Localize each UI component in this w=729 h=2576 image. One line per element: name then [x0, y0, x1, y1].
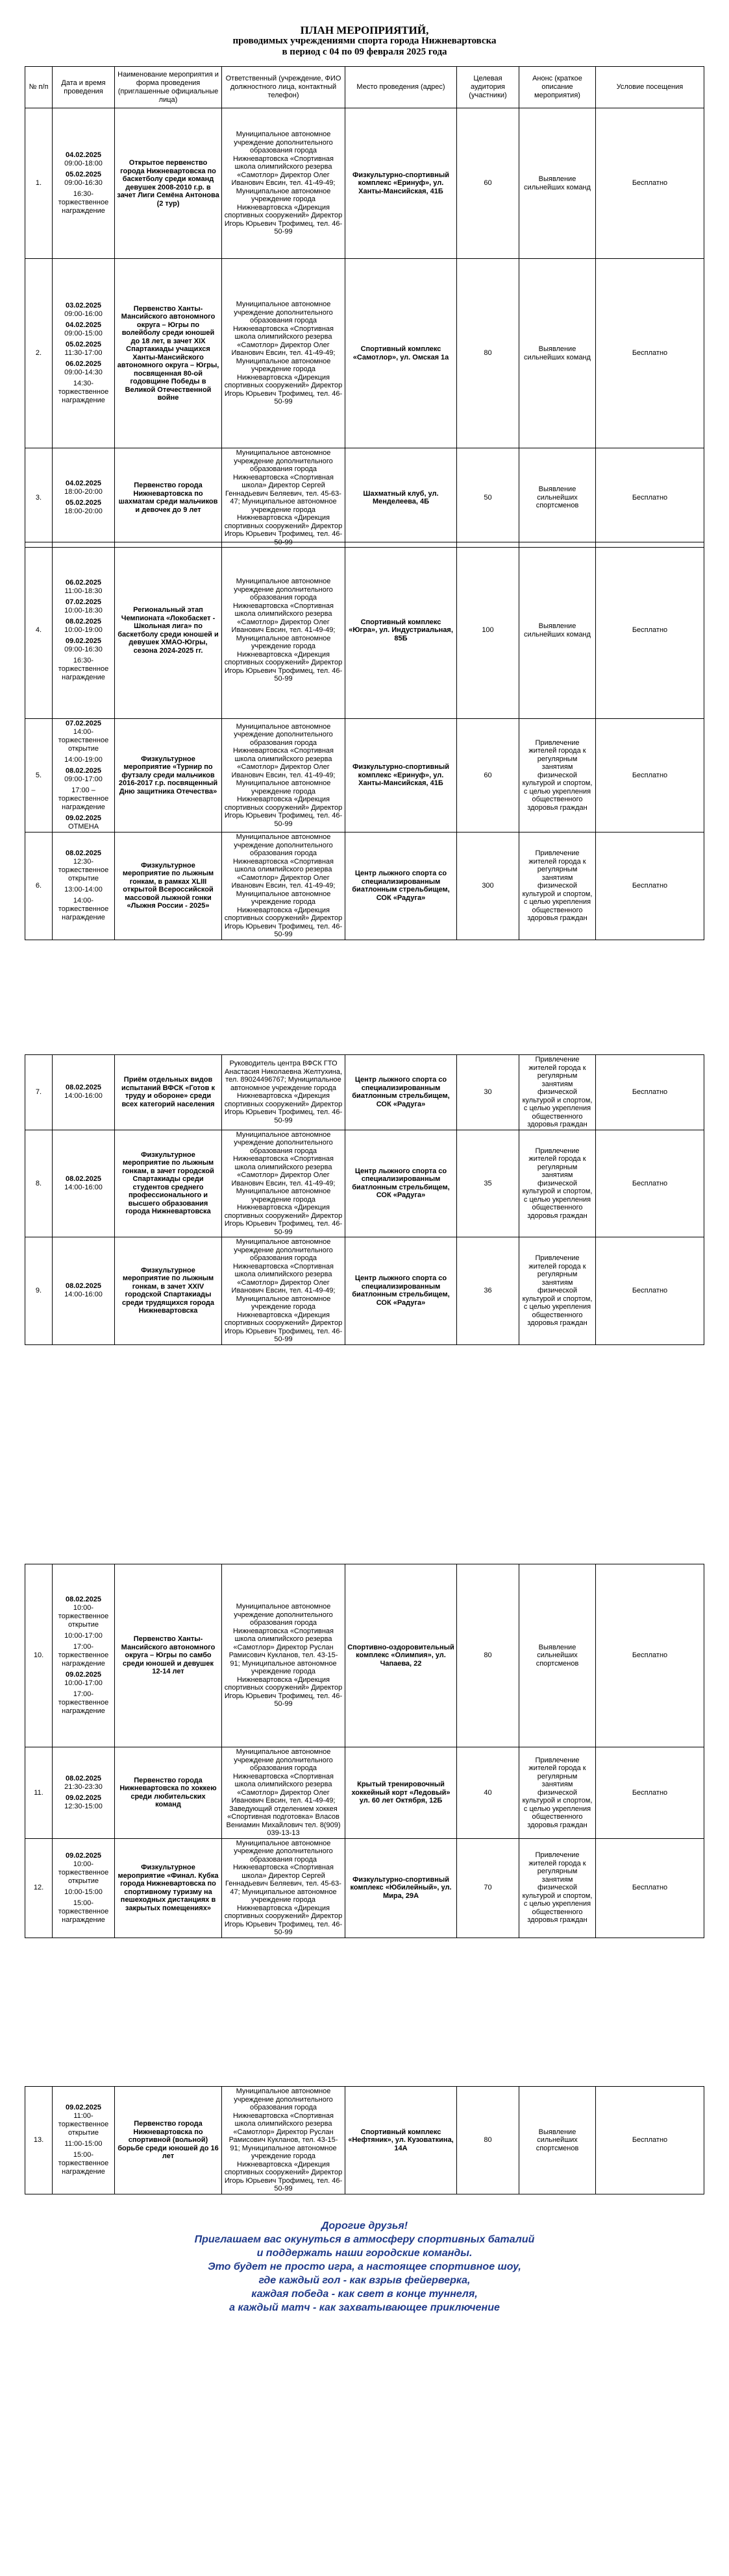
event-anons: Привлечение жителей города к регулярным занятиям физической культурой и спортом, с целью укрепления общественного здоровья граждан	[519, 1130, 596, 1237]
event-time: 10:00- торжественное открытие	[58, 1860, 109, 1885]
column-header-place: Место проведения (адрес)	[345, 67, 457, 108]
organizer-info: Муниципальное автономное учреждение дополнительного образования города Нижневартовска «Спортивная школа олимпийского резерва «Самотлор» Директор Руслан Рамисович Кукланов, тел. 43-15-91; Муниципальное автономное учреждение города Нижневартовска «Дирекция спортивных сооружений» Директор Игорь Юрьевич Трофимец, тел. 46-50-99	[222, 1564, 345, 1747]
event-name: Первенство Ханты-Мансийского автономного округа – Югры по самбо среди юношей и девушек 12-14 лет	[115, 1564, 222, 1747]
audience-count: 80	[457, 2087, 519, 2194]
organizer-info: Муниципальное автономное учреждение дополнительного образования города Нижневартовска «Спортивная школа олимпийского резерва «Самотлор» Директор Олег Иванович Евсин, тел. 41-49-49; Муниципальное автономное учреждение города Нижневартовска «Дирекция спортивных сооружений» Директор Игорь Юрьевич Трофимец, тел. 46-50-99	[222, 542, 345, 719]
event-time: ОТМЕНА	[68, 823, 99, 831]
event-place: Спортивный комплекс «Югра», ул. Индустриальная, 85Б	[345, 542, 457, 719]
visit-condition: Бесплатно	[596, 1838, 704, 1938]
event-time: 14:00-16:00	[64, 1291, 103, 1299]
date-time-cell	[53, 1237, 115, 1345]
organizer-info: Муниципальное автономное учреждение дополнительного образования города Нижневартовска «Спортивная школа олимпийского резерва «Самотлор» Директор Руслан Рамисович Кукланов, тел. 43-15-91; Муниципальное автономное учреждение города Нижневартовска «Дирекция спортивных сооружений» Директор Игорь Юрьевич Трофимец, тел. 46-50-99	[222, 2087, 345, 2194]
column-header-anons: Анонс (краткое описание мероприятия)	[519, 67, 596, 108]
organizer-info: Руководитель центра ВФСК ГТО Анастасия Николаевна Желтухина, тел. 89024496767; Муниципальное автономное учреждение города Нижневартовска «Дирекция спортивных сооружений» Директор Игорь Юрьевич Трофимец, тел. 46-50-99	[222, 1055, 345, 1130]
event-place: Центр лыжного спорта со специализированным биатлонным стрельбищем, СОК «Радуга»	[345, 1237, 457, 1345]
event-date: 08.02.2025	[65, 1774, 102, 1782]
events-table-page	[25, 66, 704, 548]
event-time: 10:00-17:00	[64, 1679, 103, 1687]
date-time-cell	[53, 1130, 115, 1237]
event-date: 05.02.2025	[65, 499, 102, 507]
event-time: 13:00-14:00	[64, 886, 103, 894]
event-anons: Привлечение жителей города к регулярным занятиям физической культурой и спортом, с целью укрепления общественного здоровья граждан	[519, 1237, 596, 1345]
event-time: 15:00- торжественное награждение	[58, 1899, 109, 1924]
invitation-line: Это будет не просто игра, а настоящее спортивное шоу,	[208, 2261, 521, 2272]
row-number: 12.	[25, 1838, 53, 1938]
invitation-line: Приглашаем вас окунуться в атмосферу спортивных баталий	[194, 2234, 535, 2245]
table-row	[25, 1747, 704, 1839]
events-table-page	[25, 1564, 704, 1938]
event-time: 17:00 – торжественное награждение	[58, 786, 109, 811]
event-time: 17:00- торжественное награждение	[58, 1690, 109, 1715]
event-anons: Выявление сильнейших команд	[519, 542, 596, 719]
events-table-page	[25, 1054, 704, 1345]
event-name: Региональный этап Чемпионата «Локобаскет - Школьная лига» по баскетболу среди юношей и девушек ХМАО-Югры, сезона 2024-2025 гг.	[115, 542, 222, 719]
event-place: Спортивно-оздоровительный комплекс «Олимпия», ул. Чапаева, 22	[345, 1564, 457, 1747]
event-anons: Выявление сильнейших спортсменов	[519, 2087, 596, 2194]
date-time-cell	[53, 1055, 115, 1130]
event-time: 18:00-20:00	[64, 488, 103, 496]
table-row	[25, 108, 704, 259]
table-row	[25, 1237, 704, 1345]
event-date: 08.02.2025	[65, 767, 102, 775]
event-name: Первенство города Нижневартовска по шахматам среди мальчиков и девочек до 9 лет	[115, 448, 222, 548]
visit-condition: Бесплатно	[596, 1237, 704, 1345]
event-date: 08.02.2025	[65, 1084, 102, 1092]
event-date: 08.02.2025	[65, 1596, 102, 1603]
row-number: 5.	[25, 719, 53, 832]
table-row	[25, 1564, 704, 1747]
event-name: Физкультурное мероприятие «Турнир по футзалу среди мальчиков 2016-2017 г.р. посвященный Дню защитника Отечества»	[115, 719, 222, 832]
table-row	[25, 832, 704, 940]
audience-count: 35	[457, 1130, 519, 1237]
event-time: 10:00- торжественное открытие	[58, 1604, 109, 1629]
visit-condition: Бесплатно	[596, 1564, 704, 1747]
event-date: 07.02.2025	[65, 720, 102, 727]
event-time: 09:00-16:00	[64, 310, 103, 318]
organizer-info: Муниципальное автономное учреждение дополнительного образования города Нижневартовска «Спортивная школа» Директор Сергей Геннадьевич Беляевич, тел. 45-63-47; Муниципальное автономное учреждение города Нижневартовска «Дирекция спортивных сооружений» Директор Игорь Юрьевич Трофимец, тел. 46-50-99	[222, 1838, 345, 1938]
row-number: 13.	[25, 2087, 53, 2194]
event-name: Открытое первенство города Нижневартовска по баскетболу среди команд девушек 2008-2010 г.р. в зачет Лиги Семёна Антонова (2 тур)	[115, 108, 222, 259]
event-name: Первенство Ханты-Мансийского автономного округа – Югры по волейболу среди юношей до 18 лет, в зачет XIX Спартакиады учащихся Ханты-Мансийского автономного округа – Югры, посвященная 80-ой годовщине Победы в Великой Отечественной войне	[115, 259, 222, 448]
visit-condition: Бесплатно	[596, 108, 704, 259]
organizer-info: Муниципальное автономное учреждение дополнительного образования города Нижневартовска «Спортивная школа олимпийского резерва «Самотлор» Директор Олег Иванович Евсин, тел. 41-49-49; Муниципальное автономное учреждение города Нижневартовска «Дирекция спортивных сооружений» Директор Игорь Юрьевич Трофимец, тел. 46-50-99	[222, 108, 345, 259]
event-time: 16:30- торжественное награждение	[58, 657, 109, 681]
row-number: 3.	[25, 448, 53, 548]
column-header-conditions: Условие посещения	[596, 67, 704, 108]
events-table-page	[25, 2086, 704, 2194]
audience-count: 80	[457, 259, 519, 448]
visit-condition: Бесплатно	[596, 448, 704, 548]
event-date: 05.02.2025	[65, 171, 102, 178]
event-date: 04.02.2025	[65, 321, 102, 329]
table-header-row	[25, 67, 704, 108]
event-date: 08.02.2025	[65, 1174, 102, 1183]
event-anons: Выявление сильнейших команд	[519, 108, 596, 259]
visit-condition: Бесплатно	[596, 2087, 704, 2194]
event-place: Спортивный комплекс «Самотлор», ул. Омская 1а	[345, 259, 457, 448]
table-row	[25, 259, 704, 448]
invitation-line: и поддержать наши городские команды.	[256, 2248, 473, 2259]
event-time: 10:00-19:00	[64, 626, 103, 634]
event-time: 09:00-16:30	[64, 646, 103, 653]
event-date: 08.02.2025	[65, 1282, 102, 1291]
document-title	[0, 25, 729, 58]
row-number: 4.	[25, 542, 53, 719]
date-time-cell	[53, 719, 115, 832]
column-header-audience: Целевая аудитория (участники)	[457, 67, 519, 108]
event-time: 11:30-17:00	[64, 349, 103, 357]
event-date: 09.02.2025	[65, 814, 102, 822]
event-time: 15:00- торжественное награждение	[58, 2151, 109, 2176]
event-time: 09:00-18:00	[64, 160, 103, 167]
event-time: 12:30-15:00	[64, 1802, 103, 1810]
event-date: 04.02.2025	[65, 151, 102, 159]
event-date: 07.02.2025	[65, 598, 102, 606]
event-date: 09.02.2025	[65, 1671, 102, 1679]
visit-condition: Бесплатно	[596, 832, 704, 940]
event-time: 14:00-19:00	[64, 756, 103, 764]
date-time-cell	[53, 108, 115, 259]
event-time: 16:30- торжественное награждение	[58, 190, 109, 215]
date-time-cell	[53, 1564, 115, 1747]
event-date: 09.02.2025	[65, 1793, 102, 1802]
event-place: Центр лыжного спорта со специализированным биатлонным стрельбищем, СОК «Радуга»	[345, 1055, 457, 1130]
visit-condition: Бесплатно	[596, 259, 704, 448]
event-place: Спортивный комплекс «Нефтяник», ул. Кузоваткина, 14А	[345, 2087, 457, 2194]
row-number: 8.	[25, 1130, 53, 1237]
organizer-info: Муниципальное автономное учреждение дополнительного образования города Нижневартовска «Спортивная школа» Директор Сергей Геннадьевич Беляевич, тел. 45-63-47; Муниципальное автономное учреждение города Нижневартовска «Дирекция спортивных сооружений» Директор Игорь Юрьевич Трофимец, тел. 46-50-99	[222, 448, 345, 548]
event-anons: Привлечение жителей города к регулярным занятиям физической культурой и спортом, с целью укрепления общественного здоровья граждан	[519, 719, 596, 832]
organizer-info: Муниципальное автономное учреждение дополнительного образования города Нижневартовска «Спортивная школа олимпийского резерва «Самотлор» Директор Олег Иванович Евсин, тел. 41-49-49; Муниципальное автономное учреждение города Нижневартовска «Дирекция спортивных сооружений» Директор Игорь Юрьевич Трофимец, тел. 46-50-99	[222, 1130, 345, 1237]
audience-count: 60	[457, 719, 519, 832]
column-header-org: Ответственный (учреждение, ФИО должностного лица, контактный телефон)	[222, 67, 345, 108]
organizer-info: Муниципальное автономное учреждение дополнительного образования города Нижневартовска «Спортивная школа олимпийского резерва «Самотлор» Директор Олег Иванович Евсин, тел. 41-49-49; Заведующий отделением хоккея «Спортивная подготовка» Власов Вениамин Михайлович тел. 8(909) 039-13-13	[222, 1747, 345, 1839]
column-header-event: Наименование мероприятия и форма проведения (приглашенные официальные лица)	[115, 67, 222, 108]
column-header-date: Дата и время проведения	[53, 67, 115, 108]
event-date: 09.02.2025	[65, 637, 102, 645]
event-time: 12:30- торжественное открытие	[58, 858, 109, 883]
event-time: 11:00-15:00	[64, 2140, 103, 2148]
event-time: 10:00-18:30	[64, 607, 103, 614]
table-row	[25, 1055, 704, 1130]
invitation-line: где каждый гол - как взрыв фейерверка,	[258, 2275, 471, 2286]
date-time-cell	[53, 259, 115, 448]
event-anons: Выявление сильнейших команд	[519, 259, 596, 448]
event-time: 09:00-17:00	[64, 775, 103, 783]
event-place: Крытый тренировочный хоккейный корт «Ледовый» ул. 60 лет Октября, 12Б	[345, 1747, 457, 1839]
row-number: 9.	[25, 1237, 53, 1345]
event-place: Центр лыжного спорта со специализированным биатлонным стрельбищем, СОК «Радуга»	[345, 1130, 457, 1237]
column-header-num: № п/п	[25, 67, 53, 108]
event-place: Шахматный клуб, ул. Менделеева, 4Б	[345, 448, 457, 548]
event-name: Физкультурное мероприятие по лыжным гонкам, в зачет XXIV городской Спартакиады среди трудящихся города Нижневартовска	[115, 1237, 222, 1345]
visit-condition: Бесплатно	[596, 1055, 704, 1130]
event-date: 06.02.2025	[65, 579, 102, 587]
audience-count: 40	[457, 1747, 519, 1839]
visit-condition: Бесплатно	[596, 719, 704, 832]
row-number: 2.	[25, 259, 53, 448]
event-time: 21:30-23:30	[64, 1782, 103, 1791]
event-time: 17:00- торжественное награждение	[58, 1643, 109, 1668]
organizer-info: Муниципальное автономное учреждение дополнительного образования города Нижневартовска «Спортивная школа олимпийского резерва «Самотлор» Директор Олег Иванович Евсин, тел. 41-49-49; Муниципальное автономное учреждение города Нижневартовска «Дирекция спортивных сооружений» Директор Игорь Юрьевич Трофимец, тел. 46-50-99	[222, 259, 345, 448]
event-time: 18:00-20:00	[64, 507, 103, 515]
event-date: 03.02.2025	[65, 302, 102, 310]
event-time: 10:00-15:00	[64, 1888, 103, 1896]
row-number: 11.	[25, 1747, 53, 1839]
invitation-line: Дорогие друзья!	[321, 2220, 408, 2231]
event-time: 09:00-16:30	[64, 179, 103, 187]
table-row	[25, 1838, 704, 1938]
table-row	[25, 448, 704, 548]
event-date: 05.02.2025	[65, 341, 102, 348]
date-time-cell	[53, 1838, 115, 1938]
audience-count: 30	[457, 1055, 519, 1130]
organizer-info: Муниципальное автономное учреждение дополнительного образования города Нижневартовска «Спортивная школа олимпийского резерва «Самотлор» Директор Олег Иванович Евсин, тел. 41-49-49; Муниципальное автономное учреждение города Нижневартовска «Дирекция спортивных сооружений» Директор Игорь Юрьевич Трофимец, тел. 46-50-99	[222, 1237, 345, 1345]
events-table-page	[25, 542, 704, 940]
event-place: Центр лыжного спорта со специализированным биатлонным стрельбищем, СОК «Радуга»	[345, 832, 457, 940]
row-number: 7.	[25, 1055, 53, 1130]
event-anons: Выявление сильнейших спортсменов	[519, 448, 596, 548]
event-time: 09:00-14:30	[64, 369, 103, 376]
event-name: Физкультурное мероприятие по лыжным гонкам, в зачет городской Спартакиады среди студентов среднего профессионального и высшего образования города Нижневартовска	[115, 1130, 222, 1237]
date-time-cell	[53, 448, 115, 548]
title-line-2: проводимых учреждениями спорта города Нижневартовска	[232, 36, 497, 46]
event-anons: Привлечение жителей города к регулярным занятиям физической культурой и спортом, с целью укрепления общественного здоровья граждан	[519, 832, 596, 940]
event-place: Физкультурно-спортивный комплекс «Еринуф», ул. Ханты-Мансийская, 41Б	[345, 719, 457, 832]
event-date: 08.02.2025	[65, 849, 102, 858]
event-date: 09.02.2025	[65, 2104, 102, 2112]
title-line-1: ПЛАН МЕРОПРИЯТИЙ,	[300, 24, 429, 36]
audience-count: 36	[457, 1237, 519, 1345]
date-time-cell	[53, 542, 115, 719]
event-time: 14:00- торжественное награждение	[58, 897, 109, 922]
table-row	[25, 719, 704, 832]
title-line-3: в период с 04 по 09 февраля 2025 года	[282, 47, 447, 57]
visit-condition: Бесплатно	[596, 1130, 704, 1237]
organizer-info: Муниципальное автономное учреждение дополнительного образования города Нижневартовска «Спортивная школа олимпийского резерва «Самотлор» Директор Олег Иванович Евсин, тел. 41-49-49; Муниципальное автономное учреждение города Нижневартовска «Дирекция спортивных сооружений» Директор Игорь Юрьевич Трофимец, тел. 46-50-99	[222, 719, 345, 832]
date-time-cell	[53, 2087, 115, 2194]
audience-count: 300	[457, 832, 519, 940]
event-time: 14:30- торжественное награждение	[58, 380, 109, 404]
organizer-info: Муниципальное автономное учреждение дополнительного образования города Нижневартовска «Спортивная школа олимпийского резерва «Самотлор» Директор Олег Иванович Евсин, тел. 41-49-49; Муниципальное автономное учреждение города Нижневартовска «Дирекция спортивных сооружений» Директор Игорь Юрьевич Трофимец, тел. 46-50-99	[222, 832, 345, 940]
event-date: 06.02.2025	[65, 360, 102, 368]
event-date: 09.02.2025	[65, 1851, 102, 1860]
table-row	[25, 542, 704, 719]
event-anons: Привлечение жителей города к регулярным занятиям физической культурой и спортом, с целью укрепления общественного здоровья граждан	[519, 1747, 596, 1839]
date-time-cell	[53, 1747, 115, 1839]
audience-count: 60	[457, 108, 519, 259]
event-date: 04.02.2025	[65, 480, 102, 487]
event-time: 11:00-18:30	[64, 587, 103, 595]
event-place: Физкультурно-спортивный комплекс «Еринуф», ул. Ханты-Мансийская, 41Б	[345, 108, 457, 259]
event-name: Физкультурное мероприятие по лыжным гонкам, в рамках XLIII открытой Всероссийской массовой лыжной гонки «Лыжня России - 2025»	[115, 832, 222, 940]
table-row	[25, 2087, 704, 2194]
invitation-text	[0, 2219, 729, 2315]
event-date: 08.02.2025	[65, 618, 102, 626]
event-place: Физкультурно-спортивный комплекс «Юбилейный», ул. Мира, 29А	[345, 1838, 457, 1938]
row-number: 1.	[25, 108, 53, 259]
event-time: 11:00- торжественное открытие	[58, 2112, 109, 2137]
event-name: Приём отдельных видов испытаний ВФСК «Готов к труду и обороне» среди всех категорий населения	[115, 1055, 222, 1130]
invitation-line: каждая победа - как свет в конце туннеля,	[251, 2289, 478, 2300]
event-time: 09:00-15:00	[64, 330, 103, 337]
event-name: Первенство города Нижневартовска по спортивной (вольной) борьбе среди юношей до 16 лет	[115, 2087, 222, 2194]
audience-count: 70	[457, 1838, 519, 1938]
visit-condition: Бесплатно	[596, 542, 704, 719]
event-name: Физкультурное мероприятие «Финал. Кубка города Нижневартовска по спортивному туризму на пешеходных дистанциях в закрытых помещениях»	[115, 1838, 222, 1938]
event-anons: Привлечение жителей города к регулярным занятиям физической культурой и спортом, с целью укрепления общественного здоровья граждан	[519, 1055, 596, 1130]
audience-count: 80	[457, 1564, 519, 1747]
audience-count: 50	[457, 448, 519, 548]
event-time: 10:00-17:00	[64, 1632, 103, 1640]
table-row	[25, 1130, 704, 1237]
row-number: 10.	[25, 1564, 53, 1747]
event-anons: Привлечение жителей города к регулярным занятиям физической культурой и спортом, с целью укрепления общественного здоровья граждан	[519, 1838, 596, 1938]
event-anons: Выявление сильнейших спортсменов	[519, 1564, 596, 1747]
invitation-line: а каждый матч - как захватывающее приключение	[229, 2302, 500, 2313]
event-time: 14:00-16:00	[64, 1092, 103, 1100]
date-time-cell	[53, 832, 115, 940]
event-name: Первенство города Нижневартовска по хоккею среди любительских команд	[115, 1747, 222, 1839]
event-time: 14:00- торжественное открытие	[58, 728, 109, 753]
event-time: 14:00-16:00	[64, 1183, 103, 1191]
row-number: 6.	[25, 832, 53, 940]
audience-count: 100	[457, 542, 519, 719]
visit-condition: Бесплатно	[596, 1747, 704, 1839]
